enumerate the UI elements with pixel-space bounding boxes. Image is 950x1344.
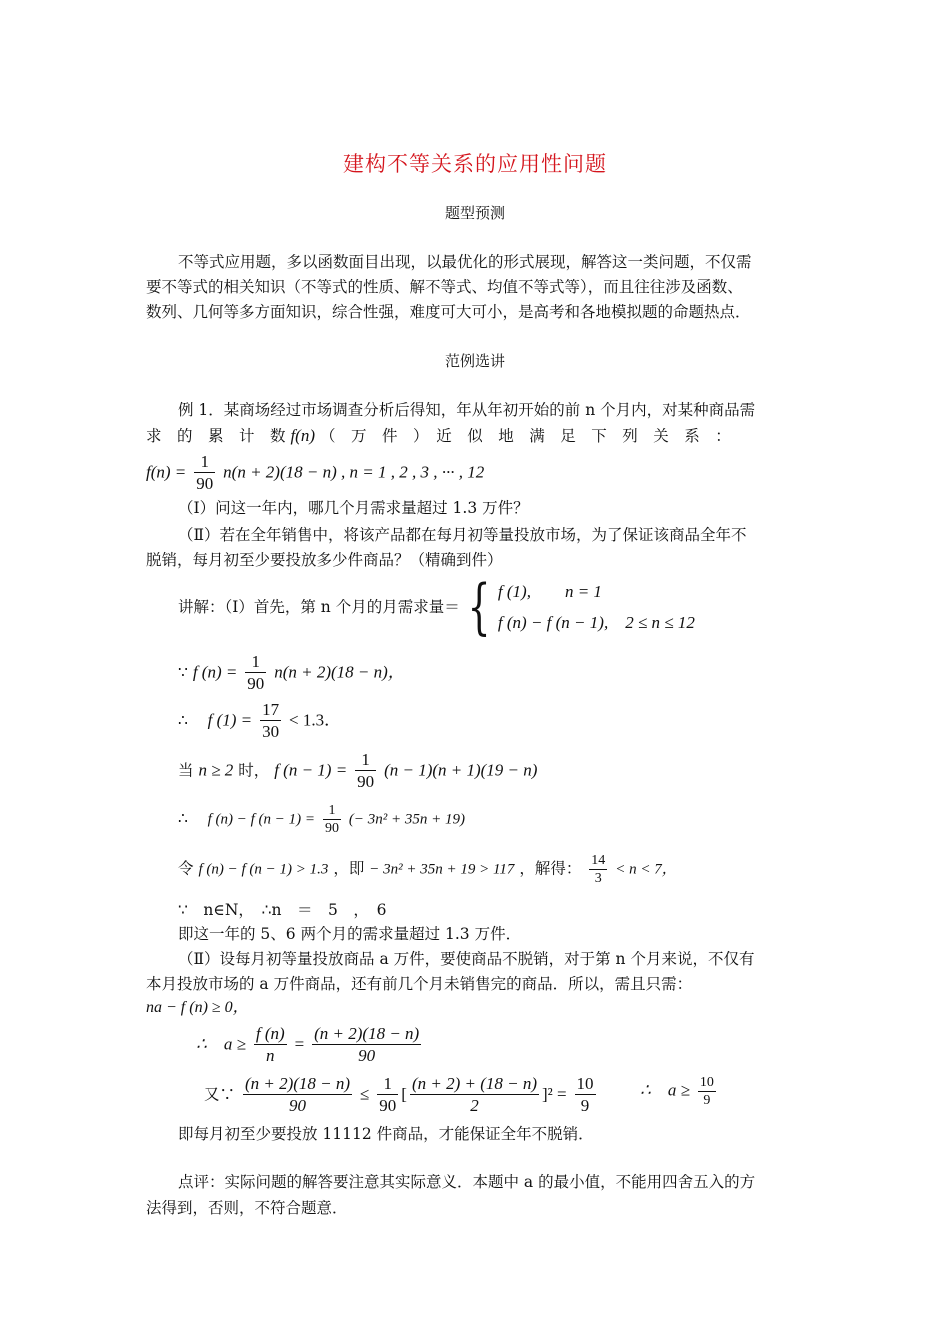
also-fraction-3 xyxy=(410,1074,539,1117)
fraction-denominator: 90 xyxy=(196,474,214,493)
line-a-bound xyxy=(196,1024,424,1067)
fn1-rhs: (n − 1)(n + 1)(19 − n) xyxy=(384,760,538,780)
when-condition: n ≥ 2 xyxy=(198,760,234,780)
fraction-denominator: 90 xyxy=(247,674,265,693)
fraction-numerator: 1 xyxy=(355,750,376,771)
example-line-1: 例 1．某商场经过市场调查分析后得知，年从年初开始的前 n 个月内，对某种商品需 xyxy=(178,401,756,419)
example-formula xyxy=(146,452,484,495)
also-because-label: 又∵ xyxy=(204,1085,236,1104)
let-inequality-2: − 3n² + 35n + 19 > 117 xyxy=(369,861,515,878)
also-fraction-1 xyxy=(243,1074,352,1117)
part2-line-2: 本月投放市场的 a 万件商品，还有前几个月未销售完的商品．所以，需且只需： xyxy=(146,975,693,993)
a-ge-fraction xyxy=(254,1024,287,1067)
example-fn-symbol: f(n) xyxy=(290,426,315,445)
fraction-denominator: 2 xyxy=(470,1096,479,1115)
let-ji: ，即 xyxy=(333,859,365,878)
line-diff xyxy=(178,802,465,837)
fraction-numerator: 1 xyxy=(194,452,215,473)
question-2-line-1: （Ⅱ）若在全年销售中，将该产品都在每月初等量投放市场，为了保证该商品全年不 xyxy=(178,526,747,544)
when-suffix: 时， xyxy=(238,761,270,780)
line-because-fn xyxy=(178,652,405,695)
question-2-line-2: 脱销，每月初至少要投放多少件商品？（精确到件） xyxy=(146,551,503,569)
f1-fraction xyxy=(260,700,281,743)
let-solve-label: ，解得： xyxy=(519,859,582,878)
fraction-numerator: 10 xyxy=(699,1075,714,1090)
fn-lhs: f (n) = xyxy=(192,662,238,682)
page-title: 建构不等关系的应用性问题 xyxy=(343,152,607,176)
line-a-result xyxy=(640,1074,719,1109)
f1-lhs: f (1) = xyxy=(207,710,253,730)
final-answer: 即每月初至少要投放 11112 件商品，才能保证全年不脱销． xyxy=(178,1125,594,1143)
intro-line-3: 数列、几何等多方面知识，综合性强，难度可大可小，是高考和各地模拟题的命题热点． xyxy=(146,303,751,321)
f1-rhs: < 1.3． xyxy=(289,710,342,730)
case-2: f (n) − f (n − 1), 2 ≤ n ≤ 12 xyxy=(497,613,695,632)
because-symbol: ∵ xyxy=(178,663,188,682)
example-line-2-text-a: 求 的 累 计 数 xyxy=(146,427,286,445)
line-also xyxy=(204,1074,599,1117)
line-months-result: 即这一年的 5、6 两个月的需求量超过 1.3 万件． xyxy=(178,925,522,943)
fraction-numerator: 1 xyxy=(323,802,341,820)
line-f1 xyxy=(178,700,341,743)
fraction-denominator: 3 xyxy=(594,871,602,886)
fraction-numerator: 14 xyxy=(591,853,606,868)
a-result-fraction xyxy=(698,1074,716,1109)
part2-line-1: （Ⅱ）设每月初等量投放商品 a 万件，要使商品不脱销，对于第 n 个月来说，不仅有 xyxy=(178,950,755,968)
equals-symbol: = xyxy=(294,1034,305,1054)
formula-lhs: f(n) = xyxy=(146,462,187,482)
fraction-numerator: 1 xyxy=(245,652,266,673)
let-fraction xyxy=(589,852,607,887)
line-n-values: ∵ n∈N， ∴n ＝ 5 ， 6 xyxy=(178,901,387,919)
fraction-numerator: (n + 2)(18 − n) xyxy=(314,1024,420,1043)
fn-fraction xyxy=(245,652,266,695)
question-1: （Ⅰ）问这一年内，哪几个月需求量超过 1.3 万件？ xyxy=(178,499,529,517)
let-rhs: < n < 7， xyxy=(615,861,677,878)
a-result-lhs: ∴ a ≥ xyxy=(640,1080,690,1100)
a-eq-fraction xyxy=(312,1024,421,1067)
when-label: 当 xyxy=(178,761,194,780)
diff-fraction xyxy=(323,802,341,837)
fraction-denominator: 90 xyxy=(379,1096,397,1115)
intro-line-1: 不等式应用题，多以函数面目出现，以最优化的形式展现，解答这一类问题，不仅需 xyxy=(178,253,752,271)
right-bracket-squared: ]² = xyxy=(542,1084,567,1104)
let-label: 令 xyxy=(178,859,194,878)
example-line-2 xyxy=(146,424,731,448)
example-line-2-text-c: （ 万 件 ） 近 似 地 满 足 下 列 关 系 ： xyxy=(319,427,731,445)
line-when xyxy=(178,750,537,793)
formula-rhs: n(n + 2)(18 − n) , n = 1 , 2 , 3 , ··· , 12 xyxy=(223,462,485,482)
comment-line-1: 点评：实际问题的解答要注意其实际意义．本题中 a 的最小值，不能用四舍五入的方 xyxy=(178,1173,756,1191)
fraction-numerator: 17 xyxy=(262,700,280,719)
also-fraction-2 xyxy=(377,1074,398,1117)
a-ge-lhs: ∴ a ≥ xyxy=(196,1034,246,1054)
therefore-symbol: ∴ xyxy=(178,711,188,730)
fn-rhs: n(n + 2)(18 − n)， xyxy=(274,662,405,682)
fraction-numerator: f (n) xyxy=(255,1024,285,1043)
section-heading-2: 范例选讲 xyxy=(444,352,505,370)
diff-lhs: f (n) − f (n − 1) = xyxy=(207,811,316,828)
section-heading-1: 题型预测 xyxy=(444,204,505,222)
fraction-numerator: (n + 2) + (18 − n) xyxy=(411,1074,537,1093)
therefore-symbol: ∴ xyxy=(178,809,188,828)
line-let xyxy=(178,852,677,887)
fraction-denominator: 90 xyxy=(289,1096,306,1115)
let-inequality: f (n) − f (n − 1) > 1.3 xyxy=(198,861,329,878)
fn1-fraction xyxy=(355,750,376,793)
fraction-denominator: 90 xyxy=(357,772,375,791)
piecewise-cases xyxy=(498,576,695,638)
left-bracket: [ xyxy=(401,1084,407,1104)
fraction-denominator: 9 xyxy=(580,1096,590,1115)
fraction-denominator: 90 xyxy=(324,821,339,836)
comment-line-2: 法得到，否则，不符合题意． xyxy=(146,1199,348,1217)
fraction-denominator: 9 xyxy=(703,1093,711,1108)
left-brace-symbol: { xyxy=(467,572,491,642)
fraction-numerator: 10 xyxy=(576,1074,594,1093)
fraction-denominator: 90 xyxy=(358,1046,376,1065)
fraction-denominator: 30 xyxy=(262,722,280,741)
also-fraction-4 xyxy=(575,1074,596,1117)
le-symbol: ≤ xyxy=(359,1084,370,1104)
fraction-numerator: (n + 2)(18 − n) xyxy=(244,1074,351,1093)
case-1: f (1), n = 1 xyxy=(497,582,602,601)
formula-fraction xyxy=(194,452,215,495)
part2-line-3: na − f (n) ≥ 0， xyxy=(146,999,249,1016)
solution-label: 讲解：（Ⅰ）首先，第 n 个月的月需求量＝ xyxy=(178,598,460,616)
diff-rhs: (− 3n² + 35n + 19) xyxy=(348,811,466,828)
fn1-lhs: f (n − 1) = xyxy=(274,760,348,780)
fraction-numerator: 1 xyxy=(377,1074,398,1095)
fraction-denominator: n xyxy=(265,1046,275,1065)
intro-line-2: 要不等式的相关知识（不等式的性质、解不等式、均值不等式等），而且往往涉及函数、 xyxy=(146,278,743,296)
solution-piecewise xyxy=(178,572,695,642)
